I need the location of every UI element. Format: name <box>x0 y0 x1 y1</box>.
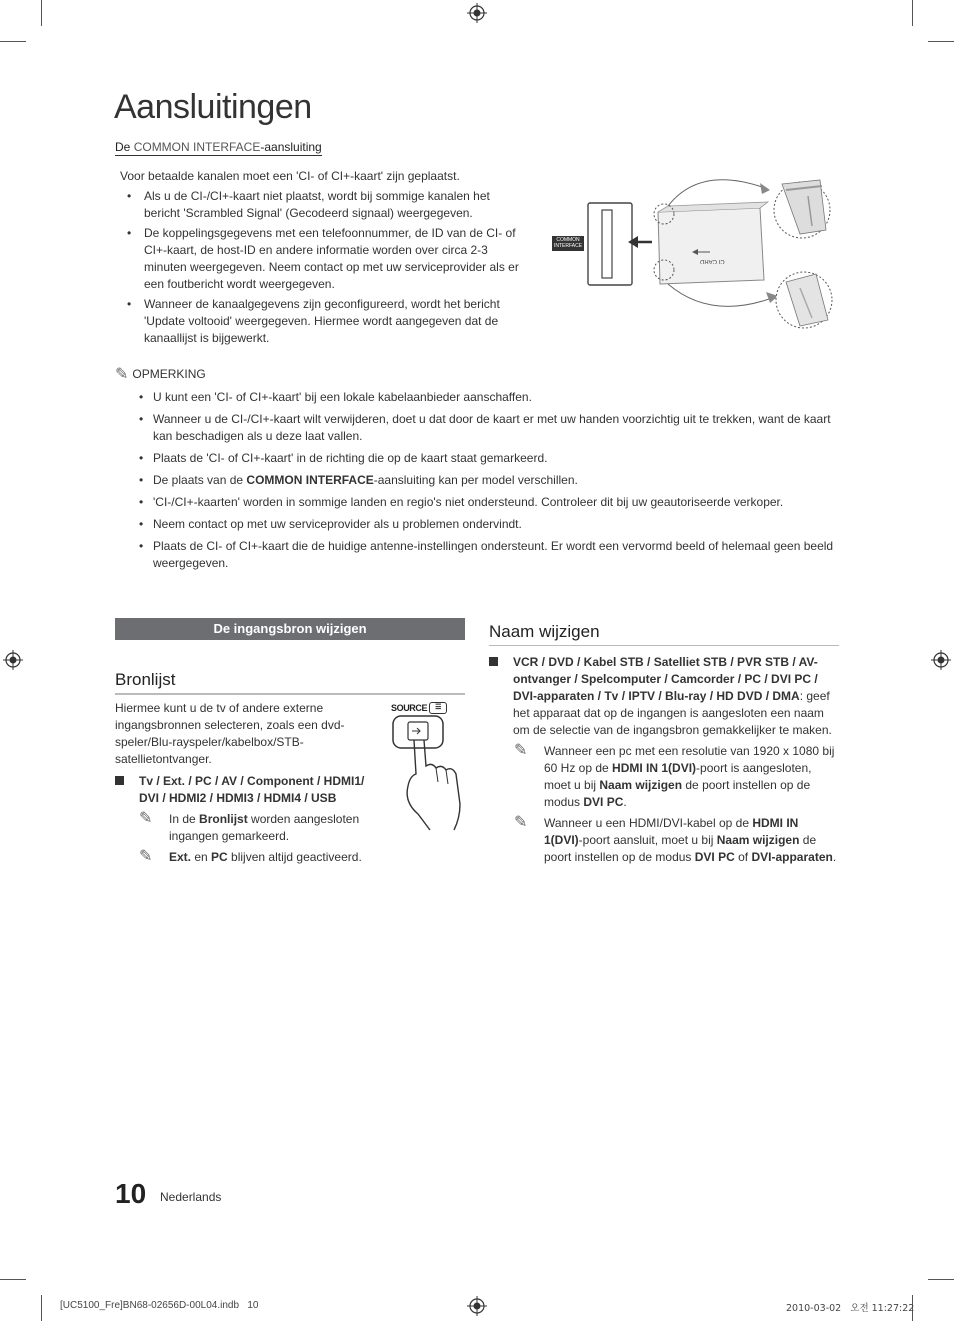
list-item: • De koppelingsgegevens met een telefoonnummer, de ID van de CI- of CI+-kaart, de host-ID en andere informatie worden over circa 2-3 minuten weergegeven. Neem contact op met uw serviceprovider als er een foutbericht wordt weergegeven. <box>120 225 525 293</box>
ci-bullet-list <box>120 188 525 347</box>
print-slug-left: [UC5100_Fre]BN68-02656D-00L04.indb 10 <box>60 1300 259 1311</box>
square-bullet-icon <box>115 776 124 785</box>
crop-mark <box>41 0 42 26</box>
ci-heading-suffix: -aansluiting <box>260 140 322 154</box>
ci-heading-prefix: De <box>115 140 134 154</box>
crop-mark <box>912 0 913 26</box>
bronlijst-note-2 <box>139 849 375 866</box>
naam-note2-i: . <box>832 850 837 864</box>
naam-note2-g: of <box>734 850 752 864</box>
ci-card-text: CI CARD <box>700 258 725 264</box>
naam-note2-c: -poort aansluit, moet u bij <box>578 833 717 847</box>
naam-note-1 <box>514 743 839 811</box>
list-item: • U kunt een 'CI- of CI+-kaart' bij een lokale kabelaanbieder aanschaffen. <box>115 389 835 406</box>
list-item: • 'CI-/CI+-kaarten' worden in sommige landen en regio's niet ondersteund. Controleer dit bij uw geautoriseerde verkoper. <box>115 494 835 511</box>
page-language: Nederlands <box>160 1190 222 1204</box>
naam-note1-d: Naam wijzigen <box>599 778 683 792</box>
bronlijst-heading: Bronlijst <box>115 670 465 695</box>
note-list <box>115 389 835 572</box>
ci-card-diagram <box>550 170 840 330</box>
print-slug-right: 2010-03-02 오전 11:27:22 <box>786 1303 915 1314</box>
ci-text-block <box>120 168 525 348</box>
section-bar: De ingangsbron wijzigen <box>115 618 465 640</box>
bronlijst-note2-suffix: blijven altijd geactiveerd. <box>227 850 362 864</box>
note-heading <box>115 366 835 383</box>
naam-note1-g: . <box>623 795 627 809</box>
registration-mark-icon <box>3 650 23 670</box>
naam-note2-e: de poort instellen op de modus <box>544 833 817 864</box>
pencil-note-icon: ✎ <box>139 848 153 865</box>
source-label-text: SOURCE <box>391 703 428 713</box>
bronlijst-item-line1: Tv / Ext. / PC / AV / Component / HDMI1/ <box>139 774 365 788</box>
square-bullet-icon <box>489 657 498 666</box>
list-item: • Neem contact op met uw serviceprovider als u problemen ondervindt. <box>115 516 835 533</box>
pencil-note-icon: ✎ <box>115 365 129 383</box>
naam-note2-b: HDMI IN 1(DVI) <box>544 816 799 847</box>
naam-item-suffix: : geef het apparaat dat op de ingangen is aangesloten een naam om de selectie van de ingangsbron gemakkelijker te maken. <box>513 689 832 737</box>
list-item: • Als u de CI-/CI+-kaart niet plaatst, wordt bij sommige kanalen het bericht 'Scrambled Signal' (Gecodeerd signaal) weergegeven. <box>120 188 525 222</box>
crop-mark <box>41 1295 42 1321</box>
bronlijst-text <box>115 700 375 866</box>
bronlijst-item-line2: DVI / HDMI2 / HDMI3 / HDMI4 / USB <box>139 791 337 805</box>
crop-mark <box>0 1279 26 1280</box>
ci-intro: Voor betaalde kanalen moet een 'CI- of CI+-kaart' zijn geplaatst. <box>120 169 460 183</box>
naam-note-2 <box>514 815 839 866</box>
naam-text <box>489 654 839 866</box>
naam-section <box>489 622 839 646</box>
naam-heading: Naam wijzigen <box>489 622 839 646</box>
note-block <box>115 366 835 577</box>
note-item4-prefix: De plaats van de <box>153 473 247 487</box>
registration-mark-icon <box>467 3 487 23</box>
list-item: • Plaats de CI- of CI+-kaart die de huidige antenne-instellingen ondersteunt. Er wordt een vervormd beeld of helemaal geen beeld weergegeven. <box>115 538 835 572</box>
bronlijst-note2-mid: en <box>191 850 212 864</box>
bronlijst-note1-prefix: In de <box>169 812 200 826</box>
crop-mark <box>928 41 954 42</box>
bronlijst-note2-bold2: PC <box>211 850 228 864</box>
ci-slot-drawing <box>550 170 840 330</box>
crop-mark <box>0 41 26 42</box>
source-label <box>391 702 447 714</box>
bronlijst-item <box>115 773 375 807</box>
pencil-note-icon: ✎ <box>514 814 528 831</box>
ci-heading <box>115 140 322 156</box>
note-heading-text: OPMERKING <box>132 367 206 381</box>
pencil-note-icon: ✎ <box>139 810 153 827</box>
bronlijst-note1-suffix: worden aangesloten ingangen gemarkeerd. <box>169 812 360 843</box>
registration-mark-icon <box>467 1296 487 1316</box>
naam-note2-a: Wanneer u een HDMI/DVI-kabel op de <box>544 816 753 830</box>
hand-pressing-button-icon <box>390 714 470 832</box>
list-item: • Wanneer u de CI-/CI+-kaart wilt verwijderen, doet u dat door de kaart er met uw handen voorzichtig uit te trekken, want de kaart kan beschadigen als u deze laat vallen. <box>115 411 835 445</box>
bronlijst-note-1 <box>139 811 375 845</box>
naam-note2-f: DVI PC <box>694 850 735 864</box>
naam-item-bold: VCR / DVD / Kabel STB / Satelliet STB / PVR STB / AV-ontvanger / Spelcomputer / Camcorder / PC / DVI PC / DVI-apparaten / Tv / IPTV / Blu-ray / HD DVD / DMA <box>513 655 818 703</box>
note-item4-suffix: -aansluiting kan per model verschillen. <box>373 473 578 487</box>
bronlijst-note2-bold1: Ext. <box>169 850 192 864</box>
crop-mark <box>928 1279 954 1280</box>
registration-mark-icon <box>931 650 951 670</box>
list-item: • Wanneer de kanaalgegevens zijn geconfigureerd, wordt het bericht 'Update voltooid' weergegeven. Hiermee wordt aangegeven dat de kanaallijst is bijgewerkt. <box>120 296 525 347</box>
naam-note2-h: DVI-apparaten <box>751 850 833 864</box>
list-item <box>115 472 835 489</box>
page-number: 10 <box>115 1178 147 1209</box>
source-list-icon: ☰ <box>429 702 447 714</box>
pencil-note-icon: ✎ <box>514 742 528 759</box>
page-title: Aansluitingen <box>114 88 312 126</box>
naam-note1-c: -poort is aangesloten, moet u bij <box>544 761 812 792</box>
naam-note1-e: de poort instellen op de modus <box>544 778 811 809</box>
bronlijst-note1-bold: Bronlijst <box>199 812 248 826</box>
list-item: • Plaats de 'CI- of CI+-kaart' in de richting die op de kaart staat gemarkeerd. <box>115 450 835 467</box>
bronlijst-intro: Hiermee kunt u de tv of andere externe ingangsbronnen selecteren, zoals een dvd-speler/Blu-rayspeler/kabelbox/STB-satellietontvanger. <box>115 701 345 766</box>
naam-note1-b: HDMI IN 1(DVI) <box>612 761 697 775</box>
naam-note2-d: Naam wijzigen <box>716 833 800 847</box>
ci-heading-highlight: COMMON INTERFACE <box>133 140 261 154</box>
label-line1: COMMON <box>556 237 580 243</box>
source-button-illustration <box>390 698 470 833</box>
naam-note1-f: DVI PC <box>583 795 624 809</box>
naam-item <box>489 654 839 739</box>
bronlijst-section <box>115 670 465 695</box>
note-item4-bold: COMMON INTERFACE <box>246 473 374 487</box>
label-line2: INTERFACE <box>553 243 583 249</box>
naam-note1-a: Wanneer een pc met een resolutie van 1920 x 1080 bij 60 Hz op de <box>544 744 835 775</box>
